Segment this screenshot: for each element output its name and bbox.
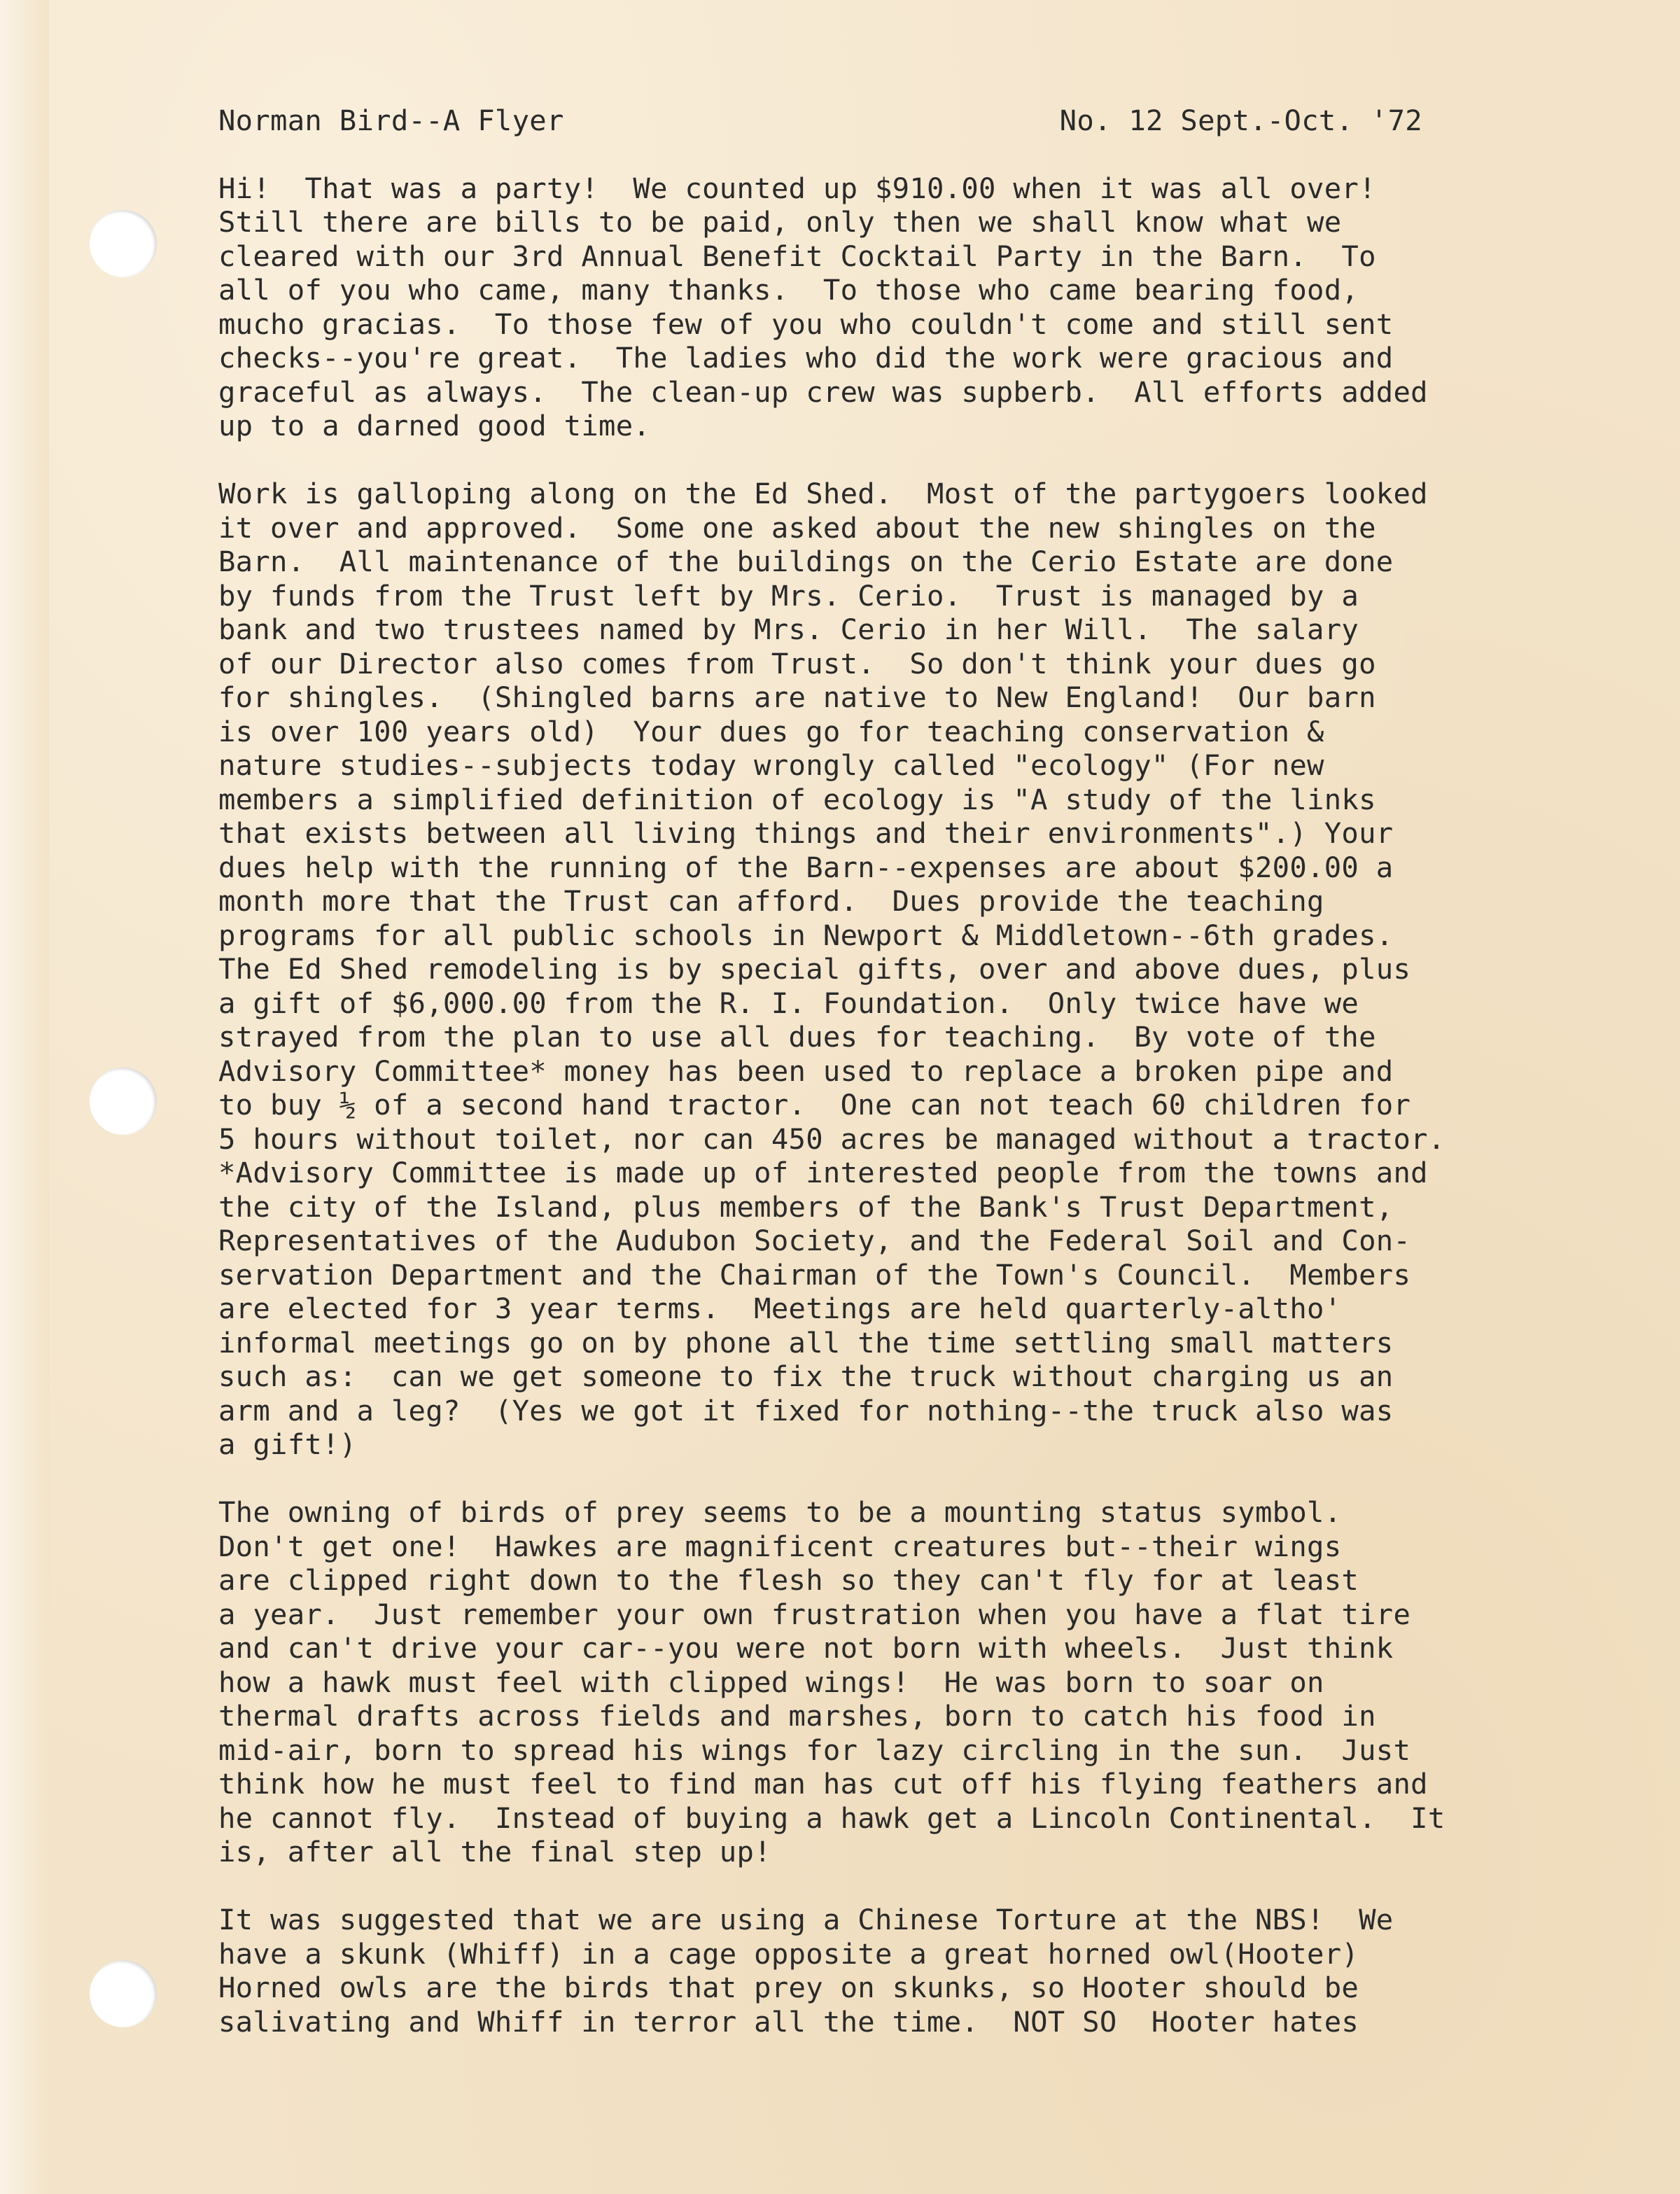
text-line: are clipped right down to the flesh so they can't fly for at least: [218, 1563, 1359, 1597]
text-line: and can't drive your car--you were not born with wheels. Just think: [218, 1631, 1394, 1665]
text-line: for shingles. (Shingled barns are native to New England! Our barn: [218, 680, 1376, 714]
text-line: thermal drafts across fields and marshes, born to catch his food in: [218, 1699, 1376, 1733]
text-line: mucho gracias. To those few of you who couldn't come and still sent: [218, 307, 1394, 341]
text-line: by funds from the Trust left by Mrs. Cerio. Trust is managed by a: [218, 578, 1359, 613]
text-line: have a skunk (Whiff) in a cage opposite a great horned owl(Hooter): [218, 1936, 1359, 1971]
text-line: how a hawk must feel with clipped wings! He was born to soar on: [218, 1665, 1324, 1699]
text-line: Work is galloping along on the Ed Shed. Most of the partygoers looked: [218, 477, 1428, 510]
text-line: strayed from the plan to use all dues for teaching. By vote of the: [218, 1020, 1376, 1054]
paragraph-2: [218, 477, 1674, 1462]
text-line: *Advisory Committee is made up of interested people from the towns and: [218, 1156, 1428, 1189]
text-line: programs for all public schools in Newport & Middletown--6th grades.: [218, 918, 1394, 952]
text-line: a year. Just remember your own frustration when you have a flat tire: [218, 1597, 1411, 1631]
text-line: the city of the Island, plus members of the Bank's Trust Department,: [218, 1189, 1394, 1224]
text-line: Don't get one! Hawkes are magnificent creatures but--their wings: [218, 1529, 1342, 1563]
text-line: nature studies--subjects today wrongly called "ecology" (For new: [218, 748, 1324, 782]
text-line: Representatives of the Audubon Society, and the Federal Soil and Con-: [218, 1224, 1411, 1257]
text-line: servation Department and the Chairman of the Town's Council. Members: [218, 1257, 1411, 1292]
typewritten-document: [218, 104, 1674, 2073]
text-line: dues help with the running of the Barn--expenses are about $200.00 a: [218, 850, 1394, 884]
text-line: of our Director also comes from Trust. So don't think your dues go: [218, 646, 1376, 680]
text-line: is over 100 years old) Your dues go for teaching conservation &: [218, 714, 1324, 748]
text-line: Horned owls are the birds that prey on skunks, so Hooter should be: [218, 1971, 1359, 2004]
text-line: cleared with our 3rd Annual Benefit Cocktail Party in the Barn. To: [218, 239, 1376, 273]
text-line: It was suggested that we are using a Chinese Torture at the NBS! We: [218, 1903, 1394, 1936]
text-line: salivating and Whiff in terror all the time. NOT SO Hooter hates: [218, 2004, 1359, 2039]
issue-label: No. 12 Sept.-Oct. '72: [1059, 104, 1422, 137]
text-line: The Ed Shed remodeling is by special gifts, over and above dues, plus: [218, 952, 1411, 986]
text-line: such as: can we get someone to fix the truck without charging us an: [218, 1360, 1394, 1393]
paragraph-4: [218, 1903, 1674, 2039]
text-line: The owning of birds of prey seems to be a mounting status symbol.: [218, 1495, 1342, 1529]
text-line: bank and two trustees named by Mrs. Cerio in her Will. The salary: [218, 613, 1359, 646]
paper-edge: [0, 0, 49, 2194]
text-line: Advisory Committee* money has been used to replace a broken pipe and: [218, 1054, 1394, 1088]
text-line: mid-air, born to spread his wings for lazy circling in the sun. Just: [218, 1733, 1411, 1767]
text-line: think how he must feel to find man has cut off his flying feathers and: [218, 1767, 1428, 1801]
text-line: members a simplified definition of ecology is "A study of the links: [218, 782, 1376, 816]
punch-hole-middle: [90, 1068, 157, 1135]
text-line: up to a darned good time.: [218, 409, 651, 442]
newsletter-title: Norman Bird--A Flyer: [218, 104, 564, 137]
text-line: Barn. All maintenance of the buildings on the Cerio Estate are done: [218, 545, 1394, 578]
text-line: he cannot fly. Instead of buying a hawk get a Lincoln Continental. It: [218, 1801, 1446, 1835]
text-line: informal meetings go on by phone all the time settling small matters: [218, 1325, 1394, 1360]
punch-hole-top: [90, 210, 157, 277]
text-line: is, after all the final step up!: [218, 1835, 771, 1868]
body-text: [218, 172, 1674, 2039]
text-line: month more that the Trust can afford. Dues provide the teaching: [218, 884, 1324, 918]
text-line: graceful as always. The clean-up crew was supberb. All efforts added: [218, 375, 1428, 409]
header-row: [218, 104, 1422, 138]
text-line: Still there are bills to be paid, only then we shall know what we: [218, 205, 1342, 239]
paragraph-3: [218, 1495, 1674, 1869]
text-line: a gift of $6,000.00 from the R. I. Foundation. Only twice have we: [218, 986, 1359, 1020]
text-line: checks--you're great. The ladies who did the work were gracious and: [218, 341, 1394, 375]
text-line: all of you who came, many thanks. To those who came bearing food,: [218, 273, 1359, 307]
text-line: 5 hours without toilet, nor can 450 acres be managed without a tractor.: [218, 1122, 1446, 1156]
text-line: to buy ½ of a second hand tractor. One can not teach 60 children for: [218, 1088, 1411, 1122]
text-line: that exists between all living things and their environments".) Your: [218, 816, 1394, 850]
text-line: Hi! That was a party! We counted up $910.00 when it was all over!: [218, 171, 1376, 205]
text-line: a gift!): [218, 1427, 357, 1461]
text-line: are elected for 3 year terms. Meetings are held quarterly-altho': [218, 1292, 1342, 1325]
text-line: arm and a leg? (Yes we got it fixed for nothing--the truck also was: [218, 1393, 1394, 1427]
text-line: it over and approved. Some one asked about the new shingles on the: [218, 510, 1376, 545]
punch-hole-bottom: [90, 1960, 157, 2027]
paragraph-1: [218, 172, 1674, 443]
